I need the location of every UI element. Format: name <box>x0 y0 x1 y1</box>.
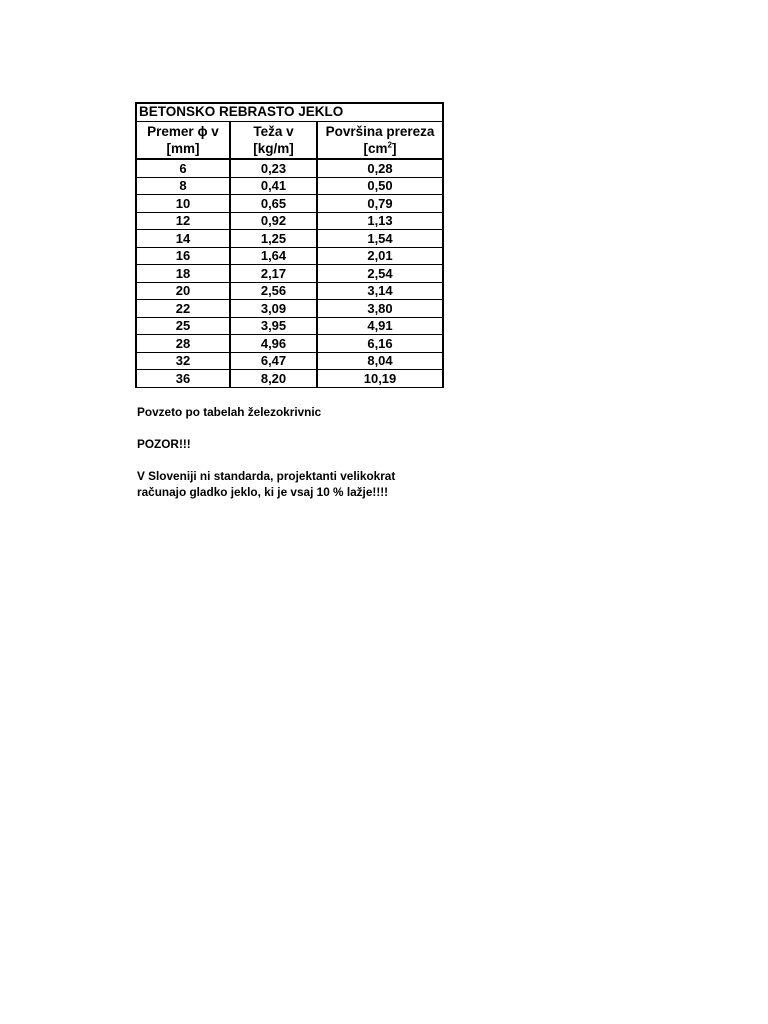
cell-area: 0,79 <box>317 195 443 213</box>
cell-weight: 1,64 <box>230 247 317 265</box>
rebar-table <box>135 102 444 388</box>
cell-weight: 1,25 <box>230 230 317 248</box>
cell-area: 2,54 <box>317 265 443 283</box>
warning-text-line1: V Sloveniji ni standarda, projektanti velikokrat <box>137 469 396 483</box>
table-row <box>136 282 443 300</box>
source-note: Povzeto po tabelah železokrivnic <box>137 405 322 419</box>
header-area-line1: Površina prereza <box>325 124 435 139</box>
cell-weight: 3,95 <box>230 317 317 335</box>
cell-diameter: 25 <box>136 317 230 335</box>
table-row <box>136 247 443 265</box>
table-row <box>136 195 443 213</box>
cell-diameter: 18 <box>136 265 230 283</box>
cell-area: 6,16 <box>317 335 443 353</box>
header-diameter-line2: [mm] <box>166 141 200 156</box>
header-area <box>317 122 443 160</box>
header-diameter-line1: Premer ϕ v <box>147 124 219 139</box>
cell-area: 2,01 <box>317 247 443 265</box>
header-weight-line2: [kg/m] <box>253 141 294 156</box>
table-row <box>136 159 443 177</box>
table-row <box>136 230 443 248</box>
cell-weight: 2,56 <box>230 282 317 300</box>
cell-diameter: 6 <box>136 159 230 177</box>
table-header-row <box>136 122 443 160</box>
cell-diameter: 22 <box>136 300 230 318</box>
cell-weight: 0,65 <box>230 195 317 213</box>
cell-diameter: 16 <box>136 247 230 265</box>
cell-area: 4,91 <box>317 317 443 335</box>
table-row <box>136 177 443 195</box>
table-row <box>136 370 443 388</box>
cell-diameter: 28 <box>136 335 230 353</box>
rebar-table-container <box>135 102 442 388</box>
cell-area: 8,04 <box>317 352 443 370</box>
notes-block <box>137 404 395 500</box>
table-title-row <box>136 103 443 122</box>
cell-diameter: 36 <box>136 370 230 388</box>
header-area-unit-post: ] <box>391 141 397 156</box>
cell-area: 3,80 <box>317 300 443 318</box>
cell-weight: 0,23 <box>230 159 317 177</box>
cell-diameter: 12 <box>136 212 230 230</box>
cell-weight: 3,09 <box>230 300 317 318</box>
cell-diameter: 32 <box>136 352 230 370</box>
table-row <box>136 352 443 370</box>
warning-text-line2: računajo gladko jeklo, ki je vsaj 10 % lažje!!!! <box>137 485 389 499</box>
header-weight-line1: Teža v <box>253 124 294 139</box>
table-row <box>136 300 443 318</box>
header-area-unit-sup: 2 <box>387 140 392 150</box>
header-diameter <box>136 122 230 160</box>
table-row <box>136 317 443 335</box>
header-area-unit-pre: [cm <box>363 141 388 156</box>
table-row <box>136 335 443 353</box>
cell-weight: 0,41 <box>230 177 317 195</box>
table-title: BETONSKO REBRASTO JEKLO <box>136 103 443 122</box>
header-weight <box>230 122 317 160</box>
cell-area: 0,50 <box>317 177 443 195</box>
cell-weight: 2,17 <box>230 265 317 283</box>
warning-heading: POZOR!!! <box>137 437 191 451</box>
cell-diameter: 8 <box>136 177 230 195</box>
cell-weight: 4,96 <box>230 335 317 353</box>
table-row <box>136 212 443 230</box>
cell-weight: 8,20 <box>230 370 317 388</box>
cell-area: 0,28 <box>317 159 443 177</box>
cell-area: 1,54 <box>317 230 443 248</box>
cell-weight: 0,92 <box>230 212 317 230</box>
cell-diameter: 10 <box>136 195 230 213</box>
cell-diameter: 20 <box>136 282 230 300</box>
cell-diameter: 14 <box>136 230 230 248</box>
cell-area: 3,14 <box>317 282 443 300</box>
cell-area: 10,19 <box>317 370 443 388</box>
cell-weight: 6,47 <box>230 352 317 370</box>
table-row <box>136 265 443 283</box>
cell-area: 1,13 <box>317 212 443 230</box>
